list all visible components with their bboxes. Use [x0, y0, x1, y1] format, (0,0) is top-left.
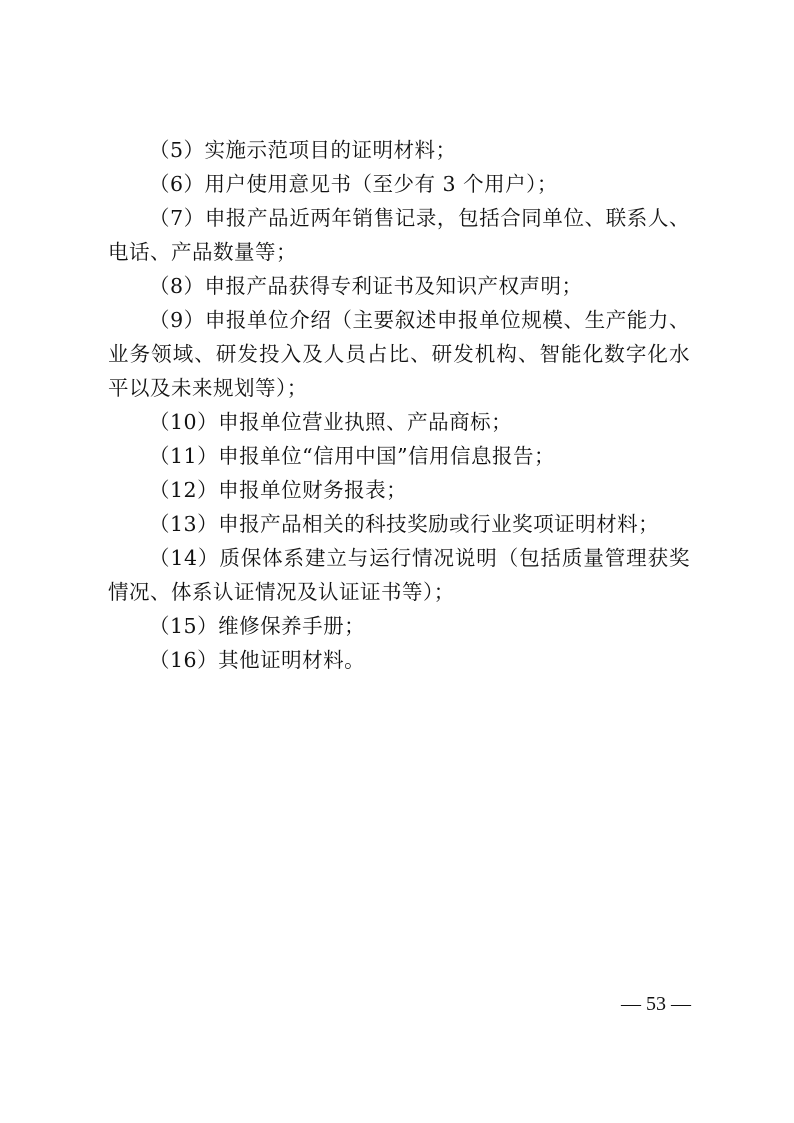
list-item: （7）申报产品近两年销售记录，包括合同单位、联系人、电话、产品数量等；	[108, 206, 690, 264]
list-item: （14）质保体系建立与运行情况说明（包括质量管理获奖情况、体系认证情况及认证证书等）；	[108, 546, 690, 604]
document-body	[108, 133, 690, 677]
list-item: （6）用户使用意见书（至少有 3 个用户）；	[149, 172, 558, 196]
list-item: （12）申报单位财务报表；	[149, 478, 408, 502]
page-number: — 53 —	[621, 993, 691, 1015]
list-item: （5）实施示范项目的证明材料；	[149, 138, 457, 162]
list-item: （9）申报单位介绍（主要叙述申报单位规模、生产能力、业务领域、研发投入及人员占比、研发机构、智能化数字化水平以及未来规划等）；	[108, 308, 690, 400]
list-item: （15）维修保养手册；	[149, 614, 366, 638]
list-item: （8）申报产品获得专利证书及知识产权声明；	[149, 274, 583, 298]
list-item: （10）申报单位营业执照、产品商标；	[149, 410, 513, 434]
list-item: （16）其他证明材料。	[149, 648, 366, 672]
list-item: （11）申报单位“信用中国”信用信息报告；	[149, 444, 556, 468]
list-item: （13）申报产品相关的科技奖励或行业奖项证明材料；	[149, 512, 660, 536]
